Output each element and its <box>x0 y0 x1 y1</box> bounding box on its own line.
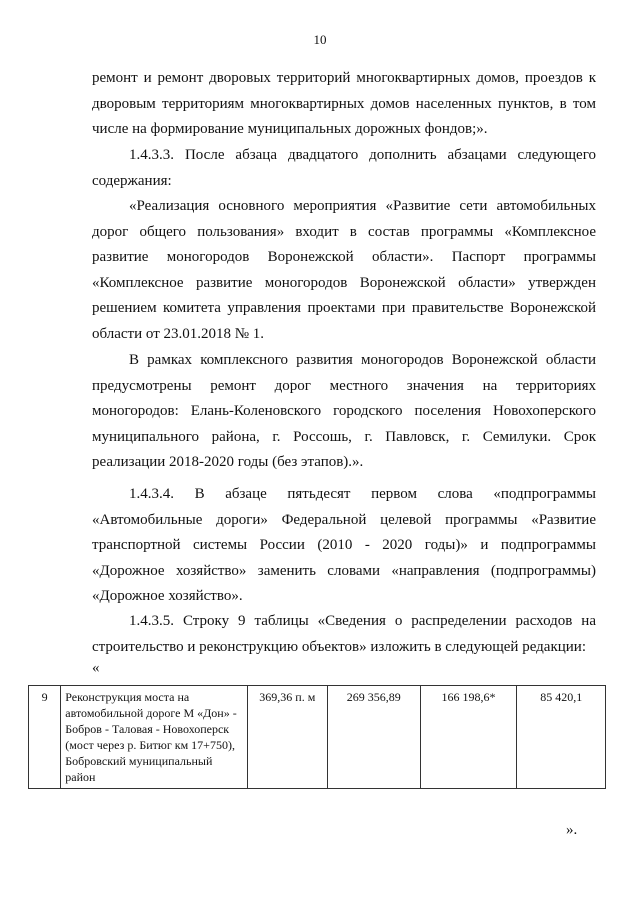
value-b-cell: 85 420,1 <box>517 686 606 789</box>
page-number: 10 <box>313 32 327 47</box>
open-quote: « <box>92 660 100 676</box>
paragraph-quote-program: «Реализация основного мероприятия «Развитие сети автомобильных дорог общего пользования» входит в состав программы «Комплексное развитие моногородов Воронежской области». Паспорт программы «Комплексное развитие моногородов Воронежской области» утвержден решением комитета управления проектами при правительстве Воронежской области от 23.01.2018 № 1. <box>92 198 596 342</box>
close-quote: ». <box>566 822 578 838</box>
value-a-cell: 166 198,6* <box>420 686 517 789</box>
description-cell: Реконструкция моста на автомобильной дороге М «Дон» - Бобров - Таловая - Новохоперск (мост через р. Битюг км 17+750), Бобровский муниципальный район <box>61 686 247 789</box>
length-cell: 369,36 п. м <box>247 686 327 789</box>
table-row <box>29 686 606 789</box>
paragraph-1-4-3-4: 1.4.3.4. В абзаце пятьдесят первом слова «подпрограммы «Автомобильные дороги» Федеральной целевой программы «Развитие транспортной системы России (2010 - 2020 годы)» и подпрограммы «Дорожное хозяйство» заменить словами «направления (подпрограммы) «Дорожное хозяйство». <box>92 486 596 604</box>
expenses-table <box>28 685 606 789</box>
paragraph-1-4-3-5: 1.4.3.5. Строку 9 таблицы «Сведения о распределении расходов на строительство и реконструкцию объектов» изложить в следующей редакции: <box>92 613 596 655</box>
row-number-cell: 9 <box>29 686 61 789</box>
paragraph-continuation: ремонт и ремонт дворовых территорий многоквартирных домов, проездов к дворовым территориям многоквартирных домов населенных пунктов, в том числе на формирование муниципальных дорожных фондов;». <box>92 70 596 137</box>
paragraph-monotowns: В рамках комплексного развития моногородов Воронежской области предусмотрены ремонт дорог местного значения на территориях моногородов: Елань-Коленовского городского поселения Новохоперского муниципального района, г. Россошь, г. Павловск, г. Семилуки. Срок реализации 2018-2020 годы (без этапов).». <box>92 352 596 470</box>
paragraph-1-4-3-3: 1.4.3.3. После абзаца двадцатого дополнить абзацами следующего содержания: <box>92 147 596 189</box>
total-cell: 269 356,89 <box>327 686 420 789</box>
